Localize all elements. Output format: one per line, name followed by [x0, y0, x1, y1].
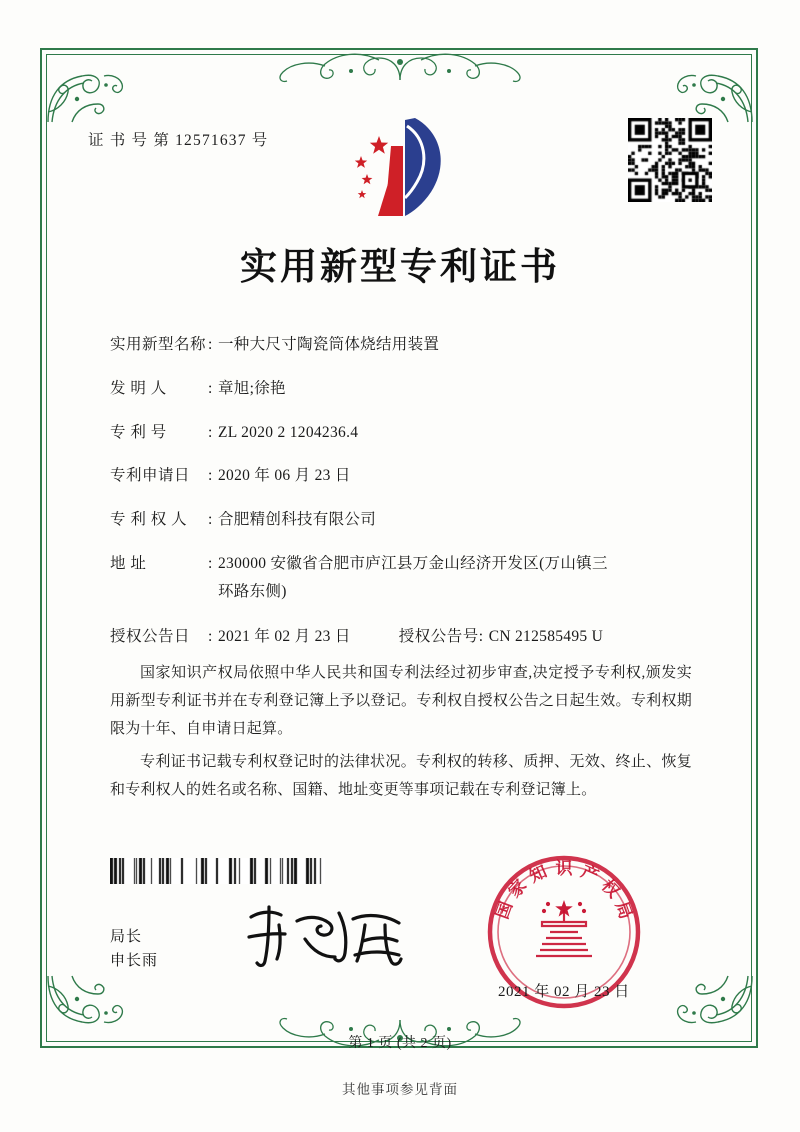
svg-text:权: 权 — [597, 875, 624, 902]
field-announcement — [110, 624, 700, 646]
paragraph-1: 国家知识产权局依照中华人民共和国专利法经过初步审查,决定授予专利权,颁发实用新型专利证书并在专利登记簿上予以登记。专利权自授权公告之日起生效。专利权期限为十年、自申请日起算。 — [110, 665, 692, 737]
field-label: 专 利 权 人 — [110, 511, 188, 528]
field-colon: : — [208, 554, 213, 572]
field-label: 专 利 号 — [110, 423, 167, 441]
certificate-number: 证 书 号 第 12571637 号 — [88, 132, 269, 149]
field-address — [110, 552, 700, 604]
field-value-line1: 230000 安徽省合肥市庐江县万金山经济开发区(万山镇三 — [218, 554, 608, 572]
field-label: 地 址 — [110, 554, 147, 572]
field-value — [218, 552, 700, 604]
paragraph-2: 专利证书记载专利权登记时的法律状况。专利权的转移、质押、无效、终止、恢复和专利权人的姓名或名称、国籍、地址变更等事项记载在专利登记簿上。 — [110, 754, 692, 798]
field-colon: : — [208, 423, 213, 441]
field-value: 章旭;徐艳 — [218, 379, 286, 397]
barcode-icon — [110, 858, 325, 884]
field-patentee — [110, 508, 700, 531]
svg-text:国: 国 — [492, 899, 517, 922]
field-value-line2: 环路东侧) — [218, 583, 287, 600]
field-patent-number — [110, 421, 700, 444]
field-colon: : — [208, 511, 213, 528]
footer-note: 其他事项参见背面 — [342, 1082, 458, 1097]
director-labels — [110, 925, 158, 973]
field-label: 实用新型名称 — [110, 336, 207, 353]
announcement-number-label: 授权公告号 — [398, 627, 479, 645]
field-colon: : — [208, 379, 213, 397]
director-name-label: 申长雨 — [110, 953, 159, 969]
svg-text:识: 识 — [555, 859, 573, 878]
announcement-date-colon: : — [208, 627, 213, 645]
field-colon: : — [208, 467, 213, 485]
legal-text — [110, 660, 692, 811]
svg-text:产: 产 — [578, 861, 602, 887]
seal-date: 2021 年 02 月 23 日 — [498, 984, 630, 1000]
svg-text:家: 家 — [504, 875, 531, 902]
field-value: 合肥精创科技有限公司 — [218, 511, 377, 528]
field-utility-model-name — [110, 333, 700, 356]
field-inventor — [110, 377, 700, 400]
announcement-number-value: CN 212585495 U — [488, 627, 604, 645]
svg-text:局: 局 — [611, 899, 636, 922]
page-number: 第 1 页 (共 2 页) — [348, 1036, 452, 1051]
field-colon: : — [208, 336, 213, 353]
director-title-label: 局长 — [110, 929, 143, 945]
cnipa-logo-icon — [345, 112, 465, 230]
handwritten-signature-icon — [235, 895, 425, 975]
svg-text:知: 知 — [526, 861, 550, 887]
top-ornament-icon — [255, 40, 545, 84]
field-label: 发 明 人 — [110, 379, 167, 397]
field-value: 一种大尺寸陶瓷筒体烧结用装置 — [218, 336, 440, 353]
announcement-date-label: 授权公告日 — [110, 627, 191, 645]
field-value: ZL 2020 2 1204236.4 — [218, 423, 359, 441]
field-label: 专利申请日 — [110, 467, 191, 485]
field-application-date — [110, 464, 700, 487]
page-title: 实用新型专利证书 — [240, 247, 560, 288]
qr-code-icon — [628, 118, 712, 202]
field-list — [110, 333, 700, 666]
field-value: 2020 年 06 月 23 日 — [218, 467, 351, 485]
announcement-number-colon: : — [478, 627, 484, 645]
announcement-date-value: 2021 年 02 月 23 日 — [218, 627, 351, 645]
